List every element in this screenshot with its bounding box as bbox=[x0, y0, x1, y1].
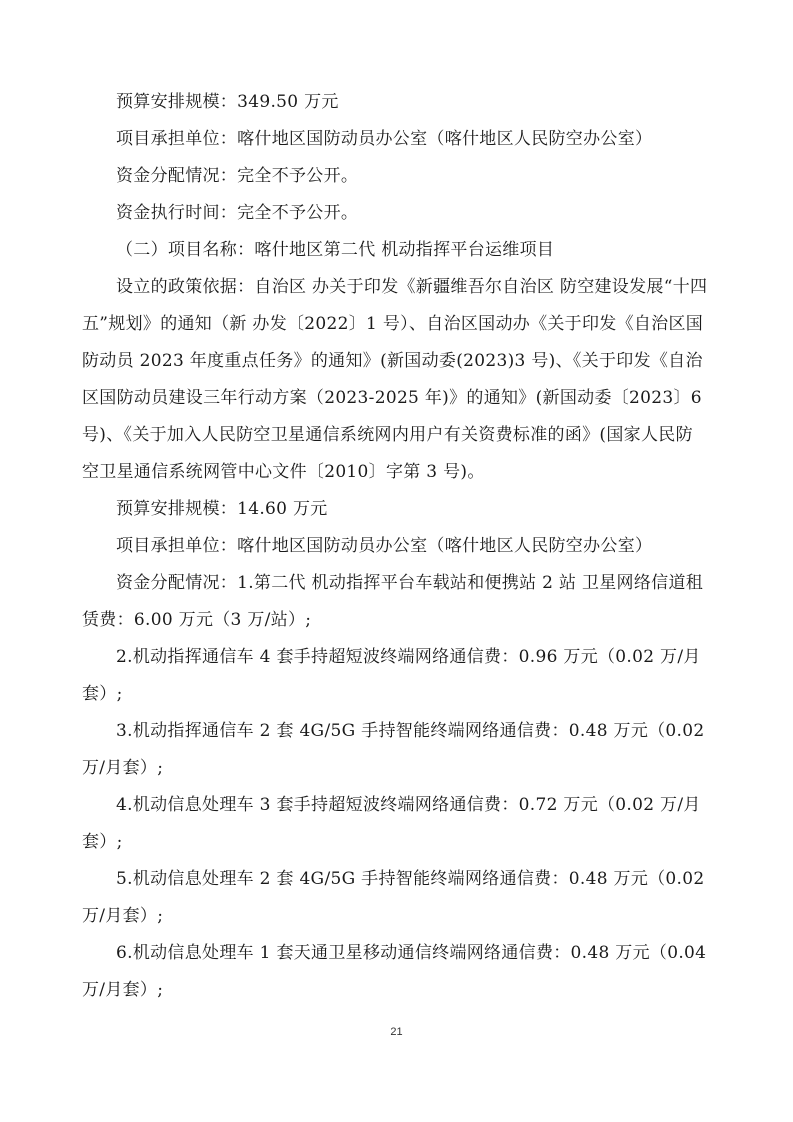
budget-scale-paragraph-1: 预算安排规模：349.50 万元 bbox=[116, 92, 339, 112]
project-name-heading: （二）项目名称：喀什地区第二代 机动指挥平台运维项目 bbox=[116, 240, 555, 260]
undertaking-unit-paragraph-1: 项目承担单位：喀什地区国防动员办公室（喀什地区人民防空办公室） bbox=[116, 129, 653, 149]
fund-execution-paragraph: 资金执行时间：完全不予公开。 bbox=[116, 203, 359, 223]
page-number: 21 bbox=[390, 1026, 403, 1038]
fund-allocation-paragraph-1: 资金分配情况：完全不予公开。 bbox=[116, 166, 359, 186]
fund-allocation-item-6: 6.机动信息处理车 1 套天通卫星移动通信终端网络通信费：0.48 万元（0.04 万/月套）; bbox=[82, 943, 707, 1000]
fund-allocation-item-2: 2.机动指挥通信车 4 套手持超短波终端网络通信费：0.96 万元（0.02 万/月套）; bbox=[82, 647, 701, 704]
policy-basis-paragraph: 设立的政策依据：自治区 办关于印发《新疆维吾尔自治区 防空建设发展“十四五”规划》的通知（新 办发〔2022〕1 号）、自治区国动办《关于印发《自治区国防动员 2023 年度重点任务》的通知》(新国动委(2023)3 号)、《关于印发《自治区国防动员建设三年行动方案（2023-2025 年)》的通知》(新国动委〔2023〕6 号)、《关于加入人民防空卫星通信系统网内用户有关资费标准的函》(国家人民防空卫星通信系统网管中心文件〔2010〕字第 3 号)。 bbox=[82, 277, 708, 482]
fund-allocation-item-4: 4.机动信息处理车 3 套手持超短波终端网络通信费：0.72 万元（0.02 万/月套）; bbox=[82, 795, 701, 852]
undertaking-unit-paragraph-2: 项目承担单位：喀什地区国防动员办公室（喀什地区人民防空办公室） bbox=[116, 536, 653, 556]
fund-allocation-item-1: 资金分配情况：1.第二代 机动指挥平台车载站和便携站 2 站 卫星网络信道租赁费：6.00 万元（3 万/站）; bbox=[82, 573, 704, 630]
fund-allocation-item-5: 5.机动信息处理车 2 套 4G/5G 手持智能终端网络通信费：0.48 万元（0.02 万/月套）; bbox=[82, 869, 705, 926]
budget-scale-paragraph-2: 预算安排规模：14.60 万元 bbox=[116, 499, 328, 519]
fund-allocation-item-3: 3.机动指挥通信车 2 套 4G/5G 手持智能终端网络通信费：0.48 万元（0.02 万/月套）; bbox=[82, 721, 705, 778]
